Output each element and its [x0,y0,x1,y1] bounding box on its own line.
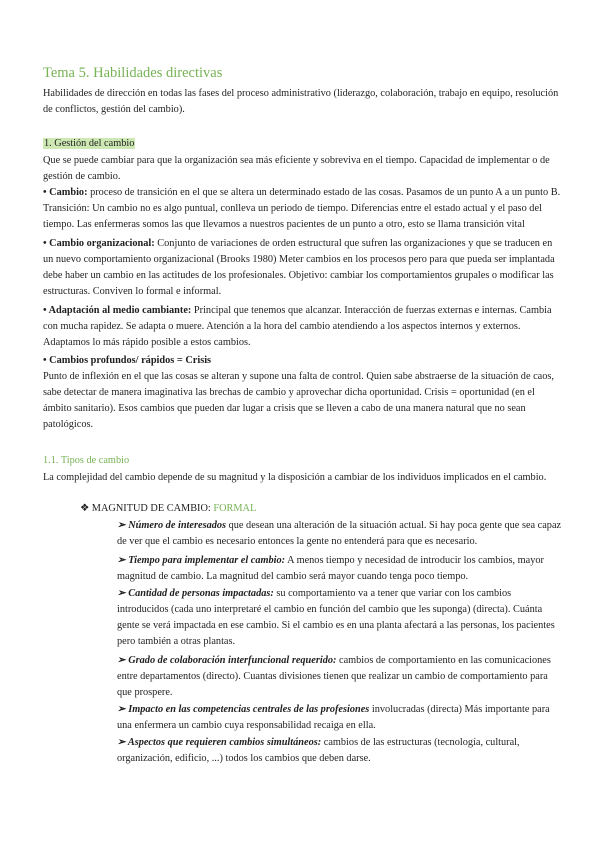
bullet-label: • Cambios profundos/ rápidos = Crisis [43,355,212,366]
intro-paragraph: Habilidades de dirección en todas las fases del proceso administrativo (liderazgo, colaboración, trabajo en equipo, resolución de conflictos, gestión del cambio). [43,88,559,116]
item-text: A menos tiempo y necesidad de introducir los cambios, mayor magnitud de cambio. La magnitud del cambio será mayor cuando tenga poco tiempo. [117,555,544,583]
item-text: cambios de las estructuras (tecnología, cultural, organización, edificio, ...) todos los cambios que deben darse. [117,737,520,765]
item-text: involucradas (directa) Más importante para una enfermera un cambio cuya responsabilidad recaiga en ella. [117,704,550,732]
item-text: que desean una alteración de la situación actual. Si hay poca gente que sea capaz de ver que el cambio es necesario entonces la gente no entenderá para que es necesario. [117,520,562,548]
bullet-adaptacion [43,303,563,351]
magnitud-tag: FORMAL [213,503,257,514]
item-label: ➢ Cantidad de personas impactadas: [117,588,274,599]
item-label: ➢ Impacto en las competencias centrales de las profesiones [117,704,370,715]
magnitud-prefix: ❖ MAGNITUD DE CAMBIO: [80,503,214,514]
item-label: ➢ Grado de colaboración interfuncional requerido: [117,655,337,666]
bullet-cambio [43,185,563,233]
bullet-label: • Cambio: [43,187,88,198]
item-label: ➢ Aspectos que requieren cambios simultáneos: [117,737,322,748]
item-label: ➢ Tiempo para implementar el cambio: [117,555,286,566]
bullet-label: • Adaptación al medio cambiante: [43,305,192,316]
section-1-heading-text: 1. Gestión del cambio [44,138,135,149]
bullet-cambio-organizacional [43,236,563,300]
magnitud-heading [80,501,256,517]
bullet-label: • Cambio organizacional: [43,238,155,249]
section-1-1-heading: 1.1. Tipos de cambio [43,455,130,466]
page-title: Tema 5. Habilidades directivas [43,65,223,81]
list-item [117,518,565,550]
bullet-cambios-profundos [43,353,563,369]
section-1-1-paragraph: La complejidad del cambio depende de su magnitud y la disposición a cambiar de los individuos implicados en el cambio. [43,472,547,483]
item-text: cambios de comportamiento en las comunicaciones entre departamentos (directo). Cuantas divisiones tienen que realizar un cambio de comportamiento para que prospere. [117,655,551,699]
bullet-text: Principal que tenemos que alcanzar. Interacción de fuerzas externas e internas. Cambia con mucha rapidez. Se adapta o muere. Atención a la hora del cambio atendiendo a los aspectos internos y externos. Adaptamos lo más rápido posible a estos cambios. [43,305,552,349]
list-item [117,702,565,734]
crisis-paragraph: Punto de inflexión en el que las cosas se alteran y supone una falta de control. Quien sabe abstraerse de la situación de caos, sabe detectar de manera imaginativa las brechas de cambio y aprovechar dicha oportunidad. Crisis = oportunidad (en el ámbito sanitario). Esos cambios que pueden dar lugar a crisis que se lleven a cabo de una manera natural que no sean patológicos. [43,371,554,431]
list-item [117,653,565,701]
item-label: ➢ Número de interesados [117,520,227,531]
list-item [117,553,565,585]
item-text: su comportamiento va a tener que variar con los cambios introducidos (cada uno interpretaré el cambio en función del cambio que les suponga) (directa). Cuánta gente se verá impactada en ese cambio. Si el cambio es en una planta afectará a las personas, los pacientes pero también a otras plantas. [117,588,555,648]
list-item [117,586,565,650]
bullet-text: Conjunto de variaciones de orden estructural que sufren las organizaciones y que se traducen en un nuevo comportamiento organizacional (Brooks 1980) Meter cambios en los procesos pero para que pueda ser implantada debe haber un cambio en las actitudes de los profesionales. Objetivo: cambiar los comportamientos grupales o modificar las estructuras. Conviven lo formal e informal. [43,238,555,298]
list-item [117,735,565,767]
bullet-text: proceso de transición en el que se altera un determinado estado de las cosas. Pasamos de un punto A a un punto B. Transición: Un cambio no es algo puntual, conlleva un periodo de tiempo. Diferencias entre el estado actual y el paso del tiempo. Las enfermeras somos las que llevamos a nuestros pacientes de un punto a otro, esto se llama transición vital [43,187,561,231]
section-1-heading [43,136,563,152]
section-1-paragraph: Que se puede cambiar para que la organización sea más eficiente y sobreviva en el tiempo. Capacidad de implementar o de gestión de cambio. [43,155,550,183]
